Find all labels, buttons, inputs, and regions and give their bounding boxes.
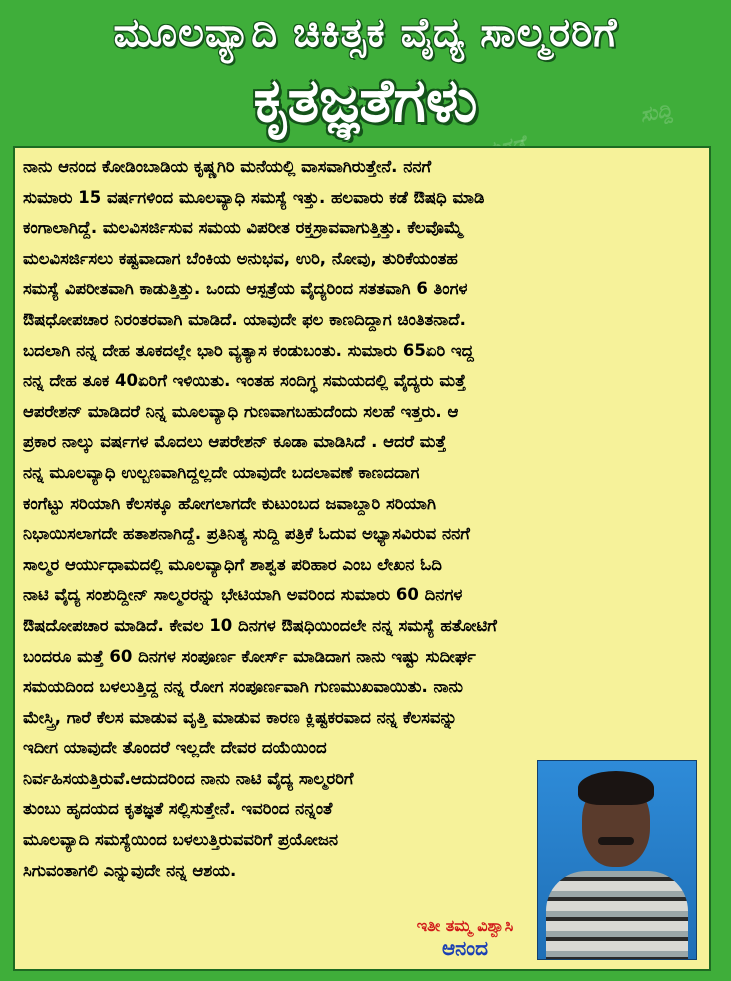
text-line: ನನ್ನ ದೇಹ ತೂಕ 40ಏರಿಗೆ ಇಳಿಯಿತು. ಇಂತಹ ಸಂದಿಗ್ಧ ಸಮಯದಲ್ಲಿ ವೈದ್ಯರು ಮತ್ತೆ xyxy=(23,371,466,391)
text-line: ಮಲವಿಸರ್ಜಿಸಲು ಕಷ್ಟವಾದಾಗ ಬೆಂಕಿಯ ಅನುಭವ, ಉರಿ, ನೋವು, ತುರಿಕೆಯಂತಹ xyxy=(23,248,458,268)
signature-block xyxy=(385,916,545,960)
text-line: ಸಿಗುವಂತಾಗಲಿ ಎನ್ನುವುದೇ ನನ್ನ ಆಶಯ. xyxy=(23,860,237,880)
text-line: ಔಷಧೋಪಚಾರ ನಿರಂತರವಾಗಿ ಮಾಡಿದೆ. ಯಾವುದೇ ಫಲ ಕಾಣದಿದ್ದಾಗ ಚಿಂತಿತನಾದೆ. xyxy=(23,309,466,329)
testimonial-panel xyxy=(13,146,711,971)
signature-closing: ಇತೀ ತಮ್ಮ ವಿಶ್ವಾಸಿ xyxy=(416,916,514,935)
text-line: ಪ್ರಕಾರ ನಾಲ್ಕು ವರ್ಷಗಳ ಮೊದಲು ಆಪರೇಶನ್ ಕೂಡಾ ಮಾಡಿಸಿದೆ . ಆದರೆ ಮತ್ತೆ xyxy=(23,432,447,452)
text-line: ಸುಮಾರು 15 ವರ್ಷಗಳಿಂದ ಮೂಲವ್ಯಾಧಿ ಸಮಸ್ಯೆ ಇತ್ತು. ಹಲವಾರು ಕಡೆ ಔಷಧಿ ಮಾಡಿ xyxy=(23,187,485,207)
text-line: ಮೇಸ್ತ್ರಿ, ಗಾರೆ ಕೆಲಸ ಮಾಡುವ ವೃತ್ತಿ ಮಾಡುವ ಕಾರಣ ಕ್ಲಿಷ್ಟಕರವಾದ ನನ್ನ ಕೆಲಸವನ್ನು xyxy=(23,707,458,727)
text-line: ಇದೀಗ ಯಾವುದೇ ತೊಂದರೆ ಇಲ್ಲದೇ ದೇವರ ದಯೆಯಿಂದ xyxy=(23,738,327,758)
portrait-photo xyxy=(537,760,697,960)
text-line: ಆಪರೇಶನ್ ಮಾಡಿದರೆ ನಿನ್ನ ಮೂಲವ್ಯಾಧಿ ಗುಣವಾಗಬಹುದೆಂದು ಸಲಹೆ ಇತ್ತರು. ಆ xyxy=(23,401,459,421)
signature-name: ಆನಂದ xyxy=(441,936,489,960)
text-line: ನಾಟಿ ವೈದ್ಯ ಸಂಶುದ್ದೀನ್ ಸಾಲ್ಮರರನ್ನು ಭೇಟಿಯಾಗಿ ಅವರಿಂದ ಸುಮಾರು 60 ದಿನಗಳ xyxy=(23,585,463,605)
portrait-hair xyxy=(578,771,654,805)
text-line: ನಾನು ಆನಂದ ಕೋಡಿಂಬಾಡಿಯ ಕೃಷ್ಣಗಿರಿ ಮನೆಯಲ್ಲಿ ವಾಸವಾಗಿರುತ್ತೇನೆ. ನನಗೆ xyxy=(23,157,432,176)
page-title: ಮೂಲವ್ಯಾದಿ ಚಿಕಿತ್ಸಕ ವೈದ್ಯ ಸಾಲ್ಮರರಿಗೆ xyxy=(113,10,618,56)
text-line: ನಿಭಾಯಿಸಲಾಗದೇ ಹತಾಶನಾಗಿದ್ದೆ. ಪ್ರತಿನಿತ್ಯ ಸುದ್ದಿ ಪತ್ರಿಕೆ ಓದುವ ಅಭ್ಯಾಸವಿರುವ ನನಗೆ xyxy=(23,524,470,544)
watermark: ಸುದ್ದಿ xyxy=(637,96,674,128)
text-line: ಔಷದೋಪಚಾರ ಮಾಡಿದೆ. ಕೇವಲ 10 ದಿನಗಳ ಔಷಧಿಯಿಂದಲೇ ನನ್ನ ಸಮಸ್ಯೆ ಹತೋಟಿಗೆ xyxy=(23,615,497,635)
text-line: ಸಮಯದಿಂದ ಬಳಲುತ್ತಿದ್ದ ನನ್ನ ರೋಗ ಸಂಪೂರ್ಣವಾಗಿ ಗುಣಮುಖವಾಯಿತು. ನಾನು xyxy=(23,677,463,697)
text-line: ಕಂಗೆಟ್ಟು ಸರಿಯಾಗಿ ಕೆಲಸಕ್ಕೂ ಹೋಗಲಾಗದೇ ಕುಟುಂಬದ ಜವಾಬ್ದಾರಿ ಸರಿಯಾಗಿ xyxy=(23,493,436,513)
text-line: ಬಂದರೂ ಮತ್ತೆ 60 ದಿನಗಳ ಸಂಪೂರ್ಣ ಕೋರ್ಸ್ ಮಾಡಿದಾಗ ನಾನು ಇಷ್ಟು ಸುದೀರ್ಘ xyxy=(23,646,476,666)
portrait-mustache xyxy=(598,837,634,845)
text-line: ಸಾಲ್ಮರ ಆರ್ಯುಧಾಮದಲ್ಲಿ ಮೂಲವ್ಯಾಧಿಗೆ ಶಾಶ್ವತ ಪರಿಹಾರ ಎಂಬ ಲೇಖನ ಓದಿ xyxy=(23,554,442,574)
text-line: ಮೂಲವ್ಯಾದಿ ಸಮಸ್ಯೆಯಿಂದ ಬಳಲುತ್ತಿರುವವರಿಗೆ ಪ್ರಯೋಜನ xyxy=(23,830,339,850)
text-line: ಬದಲಾಗಿ ನನ್ನ ದೇಹ ತೂಕದಲ್ಲೇ ಭಾರಿ ವ್ಯತ್ಯಾಸ ಕಂಡುಬಂತು. ಸುಮಾರು 65ಏರಿ ಇದ್ದ xyxy=(23,340,474,360)
text-line: ಕಂಗಾಲಾಗಿದ್ದೆ. ಮಲವಿಸರ್ಜಿಸುವ ಸಮಯ ವಿಪರೀತ ರಕ್ತಸ್ರಾವವಾಗುತ್ತಿತ್ತು. ಕೆಲವೊಮ್ಮೆ xyxy=(23,218,463,238)
text-line: ನಿರ್ವಹಿಸಯತ್ತಿರುವೆ.ಆದುದರಿಂದ ನಾನು ನಾಟಿ ವೈದ್ಯ ಸಾಲ್ಮರರಿಗೆ xyxy=(23,768,354,788)
text-line: ನನ್ನ ಮೂಲವ್ಯಾಧಿ ಉಲ್ಬಣವಾಗಿದ್ದಲ್ಲದೇ ಯಾವುದೇ ಬದಲಾವಣೆ ಕಾಣದದಾಗ xyxy=(23,462,420,482)
page-subtitle: ಕೃತಜ್ಞತೆಗಳು xyxy=(253,66,478,136)
portrait-shirt xyxy=(546,871,688,960)
text-line: ತುಂಬು ಹೃದಯದ ಕೃತಜ್ಞತೆ ಸಲ್ಲಿಸುತ್ತೇನೆ. ಇವರಿಂದ ನನ್ನಂತೆ xyxy=(23,799,333,819)
text-line: ಸಮಸ್ಯೆ ವಿಪರೀತವಾಗಿ ಕಾಡುತ್ತಿತ್ತು. ಒಂದು ಆಸ್ಪತ್ರೆಯ ವೈದ್ಯರಿಂದ ಸತತವಾಗಿ 6 ತಿಂಗಳ xyxy=(23,279,468,299)
header xyxy=(0,0,731,140)
